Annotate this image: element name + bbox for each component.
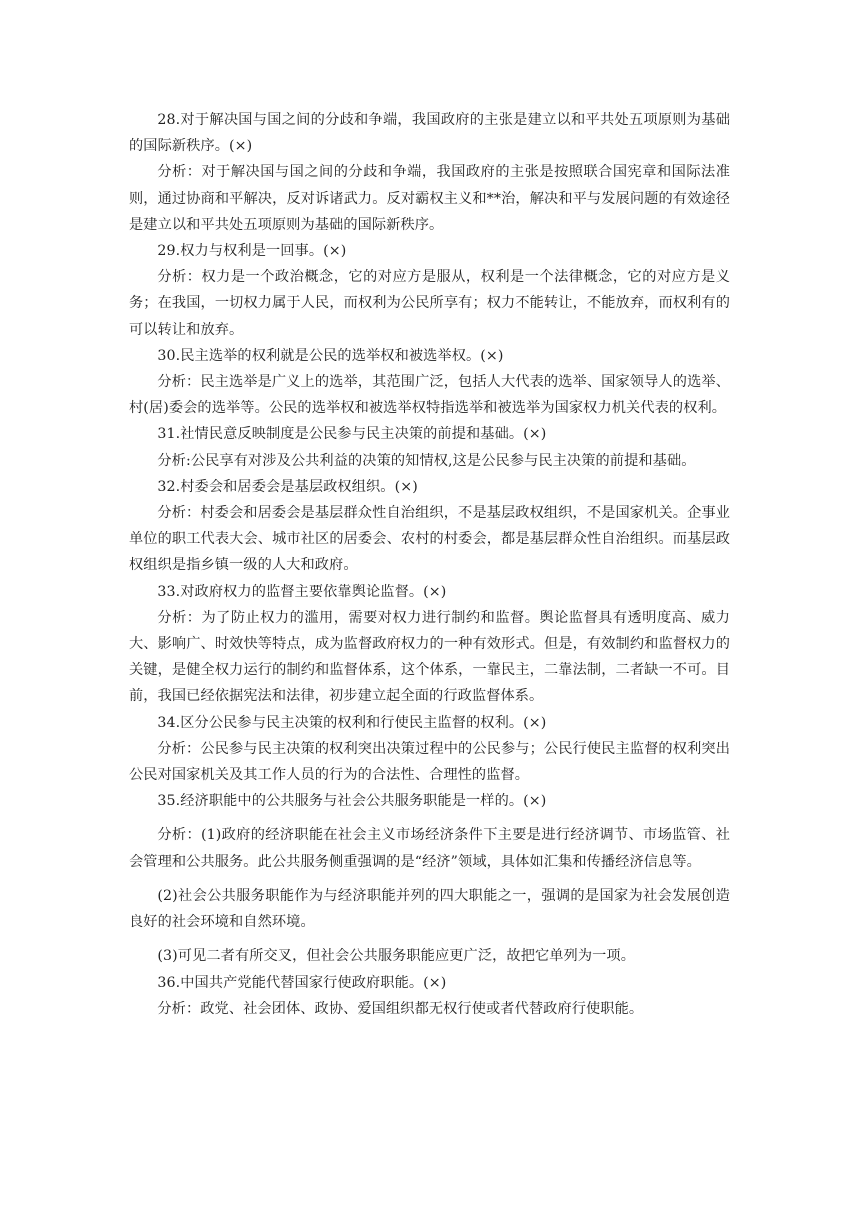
question-36: 36.中国共产党能代替国家行使政府职能。(×)	[157, 974, 447, 991]
analysis-31: 分析:公民享有对涉及公共利益的决策的知情权,这是公民参与民主决策的前提和基础。	[157, 452, 696, 469]
document-body	[129, 107, 730, 1022]
question-29: 29.权力与权利是一回事。(×)	[157, 243, 347, 260]
analysis-28: 分析：对于解决国与国之间的分歧和争端，我国政府的主张是按照联合国宪章和国际法准则，通过协商和平解决，反对诉诸武力。反对霸权主义和**治，解决和平与发展问题的有效途径是建立以和平共处五项原则为基础的国际新秩序。	[129, 164, 730, 233]
question-35: 35.经济职能中的公共服务与社会公共服务职能是一样的。(×)	[157, 793, 547, 810]
question-28: 28.对于解决国与国之间的分歧和争端，我国政府的主张是建立以和平共处五项原则为基础的国际新秩序。(×)	[129, 112, 730, 155]
analysis-29: 分析：权力是一个政治概念，它的对应方是服从，权利是一个法律概念，它的对应方是义务；在我国，一切权力属于人民，而权利为公民所享有；权力不能转让，不能放弃，而权利有的可以转让和放弃。	[129, 269, 730, 338]
analysis-35-part-2: (2)社会公共服务职能作为与经济职能并列的四大职能之一，强调的是国家为社会发展创造良好的社会环境和自然环境。	[129, 887, 730, 931]
analysis-35-part-1: 分析：(1)政府的经济职能在社会主义市场经济条件下主要是进行经济调节、市场监管、社会管理和公共服务。此公共服务侧重强调的是“经济”领域，具体如汇集和传播经济信息等。	[129, 827, 730, 870]
question-32: 32.村委会和居委会是基层政权组织。(×)	[157, 478, 418, 495]
question-34: 34.区分公民参与民主决策的权利和行使民主监督的权利。(×)	[157, 714, 547, 731]
analysis-35-part-3: (3)可见二者有所交叉，但社会公共服务职能应更广泛，故把它单列为一项。	[157, 948, 635, 965]
analysis-34: 分析：公民参与民主决策的权利突出决策过程中的公民参与；公民行使民主监督的权利突出公民对国家机关及其工作人员的行为的合法性、合理性的监督。	[129, 740, 730, 784]
analysis-36: 分析：政党、社会团体、政协、爱国组织都无权行使或者代替政府行使职能。	[157, 1000, 644, 1017]
analysis-30: 分析：民主选举是广义上的选举，其范围广泛，包括人大代表的选举、国家领导人的选举、村(居)委会的选举等。公民的选举权和被选举权特指选举和被选举为国家权力机关代表的权利。	[129, 374, 730, 417]
question-33: 33.对政府权力的监督主要依靠舆论监督。(×)	[157, 583, 447, 600]
analysis-33: 分析：为了防止权力的滥用，需要对权力进行制约和监督。舆论监督具有透明度高、威力大、影响广、时效快等特点，成为监督政府权力的一种有效形式。但是，有效制约和监督权力的关键，是健全权力运行的制约和监督体系，这个体系，一靠民主，二靠法制，二者缺一不可。目前，我国已经依据宪法和法律，初步建立起全面的行政监督体系。	[129, 609, 730, 705]
question-30: 30.民主选举的权利就是公民的选举权和被选举权。(×)	[157, 347, 504, 364]
question-31: 31.社情民意反映制度是公民参与民主决策的前提和基础。(×)	[157, 426, 547, 443]
analysis-32: 分析：村委会和居委会是基层群众性自治组织，不是基层政权组织，不是国家机关。企事业单位的职工代表大会、城市社区的居委会、农村的村委会，都是基层群众性自治组织。而基层政权组织是指乡镇一级的人大和政府。	[129, 505, 730, 574]
